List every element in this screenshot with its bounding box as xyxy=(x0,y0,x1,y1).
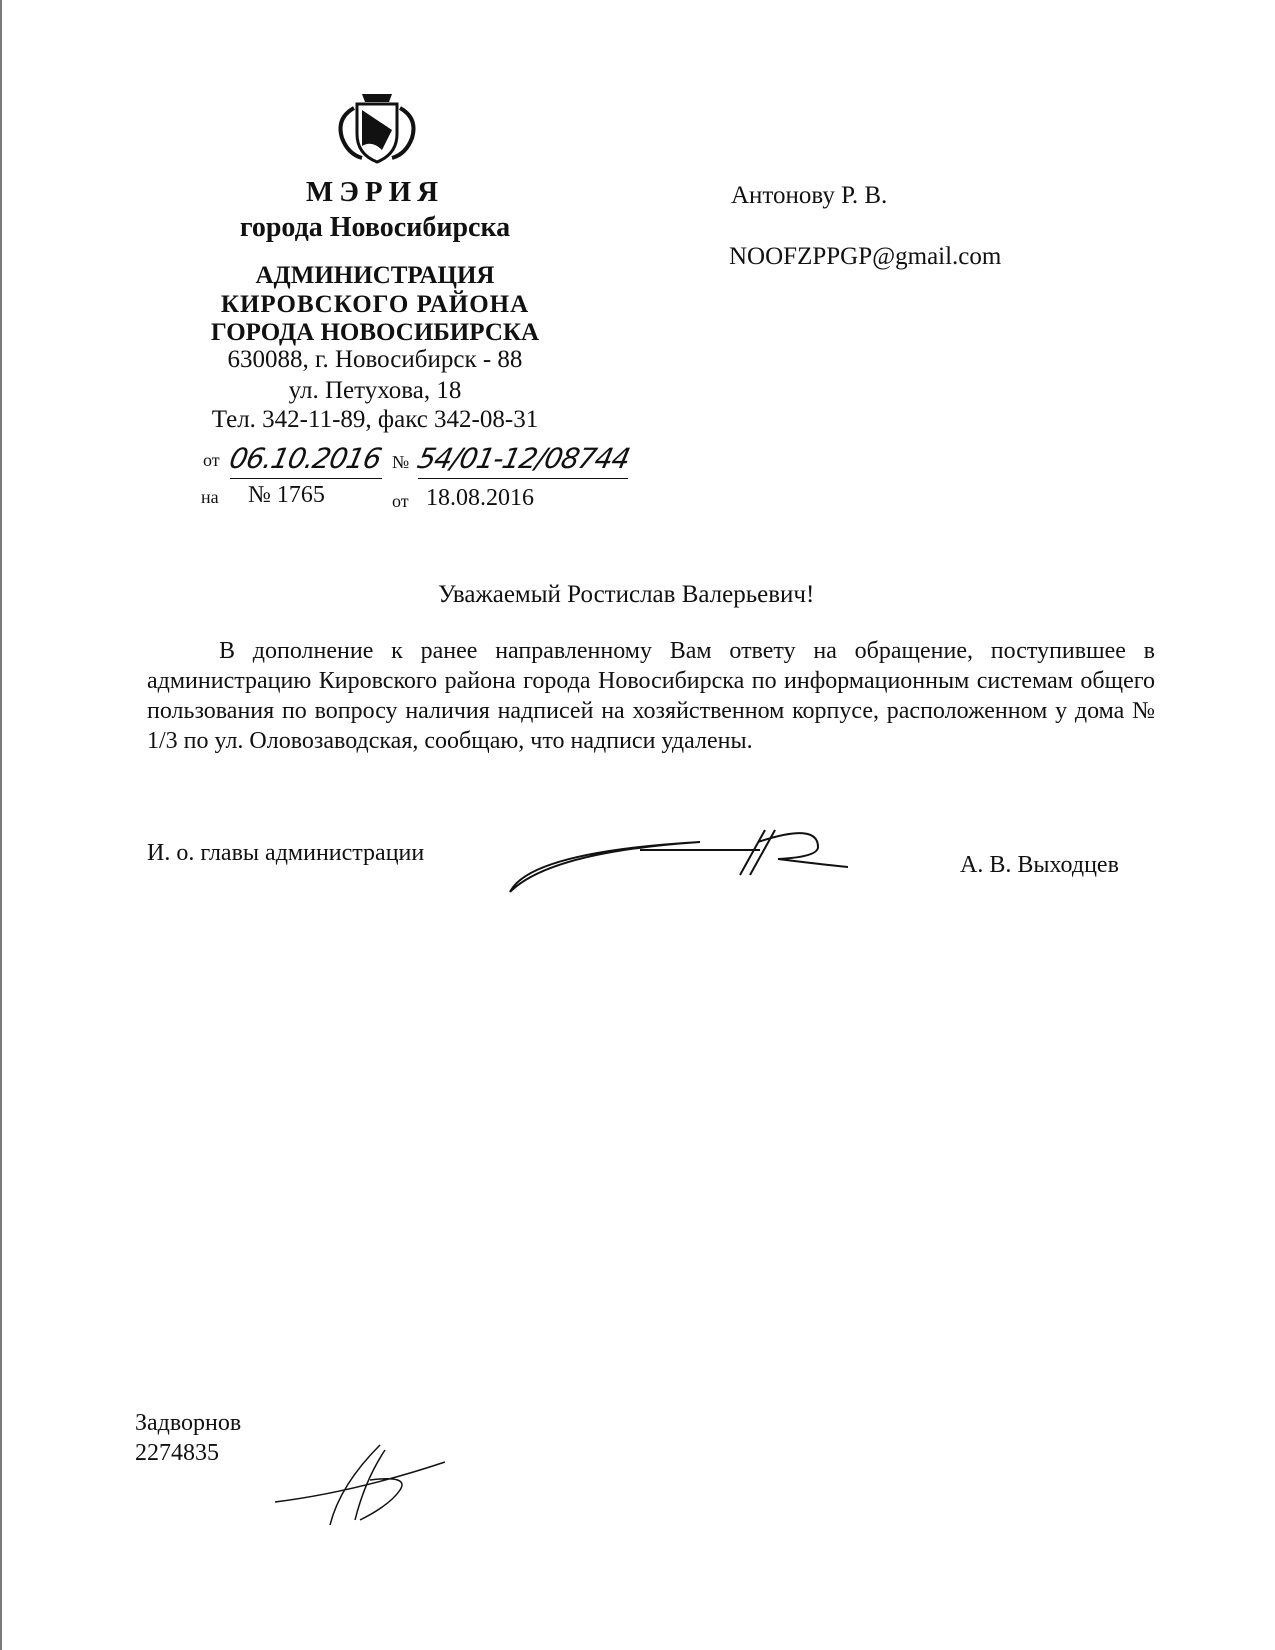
signatory-position: И. о. главы администрации xyxy=(147,840,425,866)
ref-date-handwritten: 06.10.2016 xyxy=(226,442,384,475)
org-name: МЭРИЯ xyxy=(305,176,445,208)
executor-initials-image xyxy=(270,1440,450,1530)
signature-image xyxy=(500,820,860,900)
executor-phone: 2274835 xyxy=(135,1440,219,1466)
org-city: города Новосибирска xyxy=(239,212,511,243)
ref-on-label: на xyxy=(201,487,219,507)
executor-name: Задворнов xyxy=(135,1410,242,1436)
recipient-name: Антонову Р. В. xyxy=(731,182,888,209)
ref-number-field xyxy=(414,442,633,479)
ref-no-label: № xyxy=(392,452,410,472)
recipient-email: NOOFZPPGP@gmail.com xyxy=(729,243,1002,270)
dept-line-1: АДМИНИСТРАЦИЯ xyxy=(255,262,495,289)
ref-on-number: № 1765 xyxy=(248,482,325,508)
scan-edge xyxy=(0,0,2,1650)
ref-on-date: 18.08.2016 xyxy=(426,485,534,511)
address-line-1: 630088, г. Новосибирск - 88 xyxy=(227,346,523,373)
dept-line-3: ГОРОДА НОВОСИБИРСКА xyxy=(210,319,540,346)
phone-fax: Тел. 342-11-89, факс 342-08-31 xyxy=(211,406,539,433)
letter-body: В дополнение к ранее направленному Вам ответу на обращение, поступившее в администрацию Кировского района города Новосибирска по информационным системам общего пользования по вопросу наличия надписей на хозяйственном корпусе, расположенном у дома № 1/3 по ул. Оловозаводская, сообщаю, что надписи удалены. xyxy=(147,638,1155,754)
address-line-2: ул. Петухова, 18 xyxy=(288,377,462,404)
ref-on-from-label: от xyxy=(392,491,409,511)
signatory-name: А. В. Выходцев xyxy=(960,852,1119,878)
ref-from-label: от xyxy=(203,450,220,470)
salutation: Уважаемый Ростислав Валерьевич! xyxy=(438,581,815,608)
ref-number-handwritten: 54/01-12/08744 xyxy=(414,442,633,475)
ref-date-field xyxy=(226,442,384,479)
dept-line-2: КИРОВСКОГО РАЙОНА xyxy=(220,291,530,318)
coat-of-arms-emblem xyxy=(332,88,422,166)
